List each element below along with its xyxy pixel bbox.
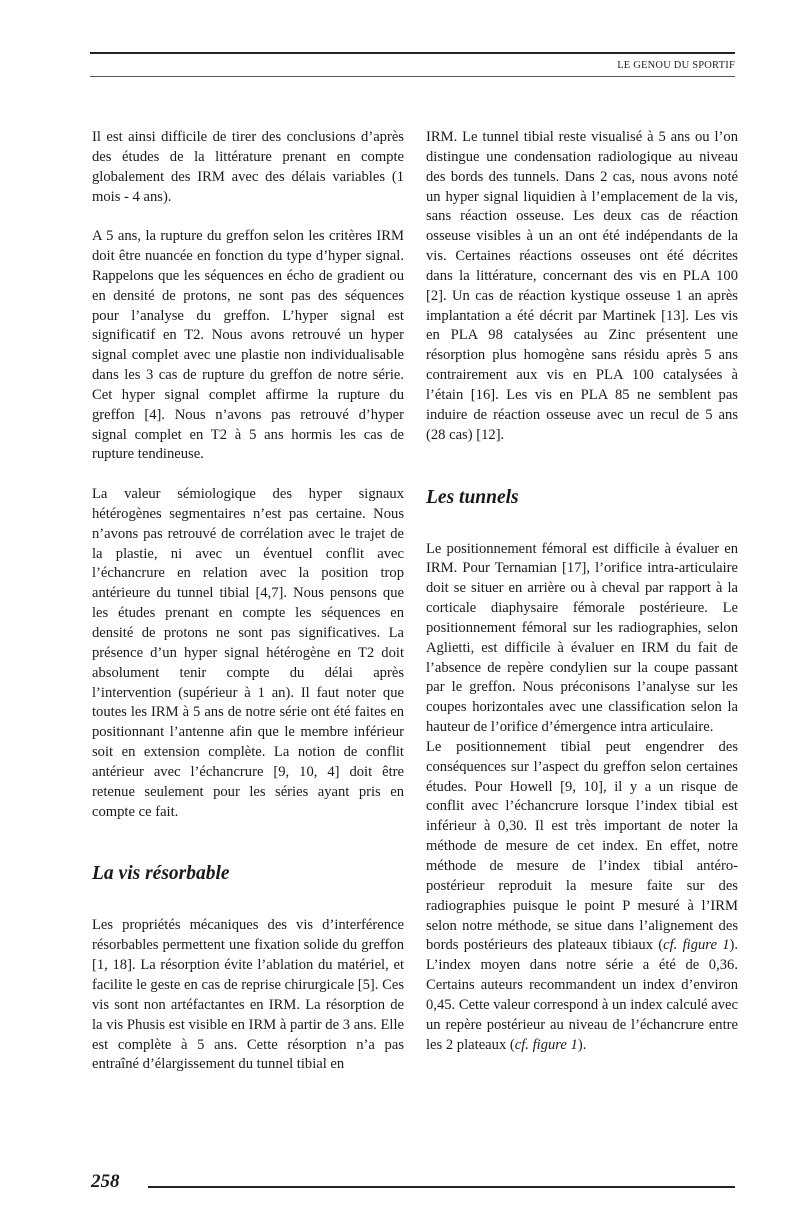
left-column (92, 128, 404, 1075)
section-heading: La vis résorbable (92, 863, 230, 885)
footer-rule (148, 1186, 735, 1188)
paragraph: A 5 ans, la rupture du greffon selon les critères IRM doit être nuancée en fonction du type d’hyper signal. Rappelons que les séquences en écho de gradient ou en densité de protons, ne sont pas des séquences pour l’analyse du greffon. L’hyper signal est significatif en T2. Nous avons retrouvé un hyper signal complet avec une plastie non individualisable dans les 3 cas de rupture du greffon de notre série. Cet hyper signal complet affirme la rupture du greffon [4]. Nous n’avons pas retrouvé d’hyper signal complet en T2 à 5 ans hormis les cas de rupture tendineuse. (92, 228, 404, 463)
header-rule-thin (90, 76, 735, 77)
paragraph: IRM. Le tunnel tibial reste visualisé à 5 ans ou l’on distingue une condensation radiologique au niveau des bords des tunnels. Dans 2 cas, nous avons noté un hyper signal liquidien à l’emplacement de la vis, sans réaction osseuse. Les deux cas de réaction osseuse visibles à un an ont été indépendants de la vis. Certaines réactions osseuses ont été décrites dans la littérature, concernant des vis en PLA 100 [2]. Un cas de réaction kystique osseuse 1 an après implantation a été décrit par Martinek [13]. Les vis en PLA 98 catalysées au Zinc présentent une résorption plus homogène sans résidu après 5 ans contrairement aux vis en PLA 100 catalysées à l’étain [16]. Les vis en PLA 85 ne semblent pas induire de réaction osseuse avec un recul de 5 ans (28 cas) [12]. (426, 129, 738, 443)
paragraph: Il est ainsi difficile de tirer des conclusions d’après des études de la littérature prenant en compte globalement des IRM avec des délais variables (1 mois - 4 ans). (92, 129, 404, 205)
figure-reference: cf. figure 1 (663, 937, 730, 954)
paragraph: Les propriétés mécaniques des vis d’interférence résorbables permettent une fixation solide du greffon [1, 18]. La résorption évite l’ablation du matériel, et facilite le geste en cas de reprise chirurgicale [5]. Ces vis sont non artéfactantes en IRM. La résorption de la vis Phusis est visible en IRM à partir de 3 ans. Elle est complète à 5 ans. Cette résorption n’a pas entraîné d’élargissement du tunnel tibial en (92, 917, 404, 1073)
paragraph: Le positionnement fémoral est difficile à évaluer en IRM. Pour Ternamian [17], l’orifice intra-articulaire doit se situer en arrière ou à cheval par rapport à la corticale diaphysaire fémorale postérieure. Le positionnement fémoral sur les radiographies, selon Aglietti, est difficile à évaluer en IRM du fait de l’absence de repère condylien sur la coupe passant par le greffon. Nous préconisons l’analyse sur les coupes horizontales avec une classification selon la hauteur de l’orifice d’émergence intra articulaire. (426, 540, 738, 736)
header-rule (90, 52, 735, 54)
figure-reference: cf. figure 1 (514, 1036, 578, 1053)
running-head: LE GENOU DU SPORTIF (617, 60, 735, 71)
section-heading: Les tunnels (426, 486, 519, 508)
page-number: 258 (91, 1171, 120, 1192)
paragraph: La valeur sémiologique des hyper signaux hétérogènes segmentaires n’est pas certaine. Nous n’avons pas retrouvé de corrélation avec le trajet de la plastie, ni avec un éventuel conflit avec l’échancrure en relation avec la position trop antérieure du tunnel tibial [4,7]. Nous pensons que les études prenant en compte les séquences en densité de protons ne sont pas significatives. La présence d’un hyper signal hétérogène en T2 doit absolument tenir compte du délai après l’intervention (supérieur à 1 an). Il faut noter que toutes les IRM à 5 ans de notre série ont été faites en positionnant l’antenne afin que le membre inférieur soit en extension complète. La notion de conflit antérieur avec l’échancrure [9, 10, 4] doit être retenue seulement pour les séries ayant pris en compte ce fait. (92, 486, 404, 820)
right-column (426, 128, 738, 1055)
paragraph: Le positionnement tibial peut engendrer des conséquences sur l’aspect du greffon selon certaines études. Pour Howell [9, 10], il y a un risque de conflit avec l’échancrure lorsque l’index tibial est inférieur à 0,30. Il est très important de noter la méthode de mesure de cet index. En effet, notre méthode de mesure de l’index tibial antéro-postérieur reproduit la mesure faite sur des radiographies puisque le point P mesuré à l’IRM selon notre méthode, se situe dans l’alignement des bords postérieurs des plateaux tibiaux (cf. figure 1). L’index moyen dans notre série a été de 0,36. Certains auteurs recommandent un index d’environ 0,45. Cette valeur correspond à un index calculé avec un repère postérieur au niveau de l’échancrure entre les 2 plateaux (cf. figure 1). (426, 738, 739, 1053)
